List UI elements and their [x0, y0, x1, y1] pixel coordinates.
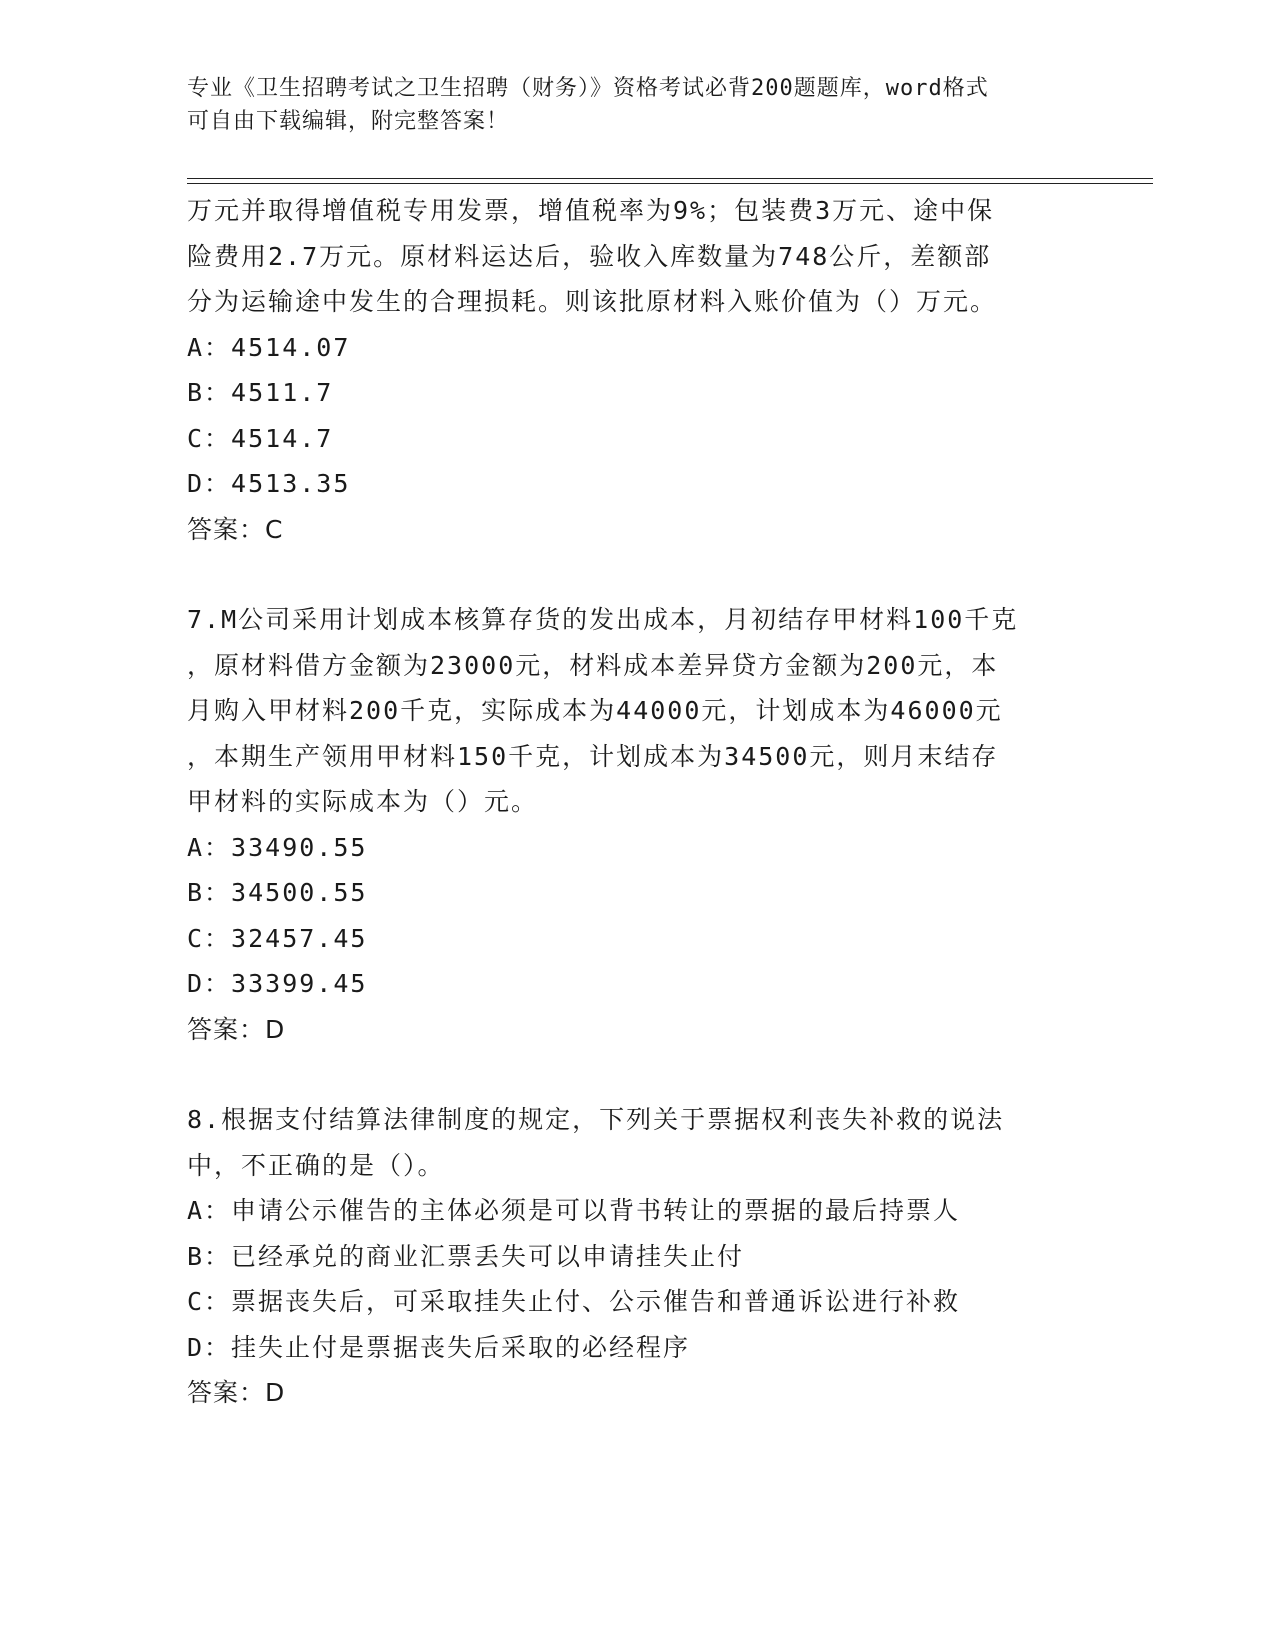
option-a: A：申请公示催告的主体必须是可以背书转让的票据的最后持票人	[187, 1196, 961, 1225]
header-title-line-1: 专业《卫生招聘考试之卫生招聘（财务）》资格考试必背200题题库，word格式	[187, 76, 989, 101]
question-text-line: 8.根据支付结算法律制度的规定，下列关于票据权利丧失补救的说法	[187, 1105, 1005, 1134]
option-b: B：4511.7	[187, 378, 334, 407]
option-b: B：34500.55	[187, 878, 368, 907]
question-text-line: 险费用2.7万元。原材料运达后，验收入库数量为748公斤，差额部	[187, 241, 992, 271]
option-d: D：33399.45	[187, 969, 368, 998]
question-spacer	[187, 552, 1087, 597]
question-text-line: ，本期生产领用甲材料150千克，计划成本为34500元，则月末结存	[187, 741, 999, 771]
question-7	[187, 597, 1087, 1052]
page-header	[187, 72, 1067, 138]
question-text-line: 月购入甲材料200千克，实际成本为44000元，计划成本为46000元	[187, 696, 1003, 725]
question-text-line: 甲材料的实际成本为（）元。	[187, 787, 539, 816]
option-c: C：4514.7	[187, 423, 334, 453]
answer-label: 答案：C	[187, 514, 284, 544]
question-text-line: 7.M公司采用计划成本核算存货的发出成本，月初结存甲材料100千克	[187, 605, 1019, 634]
question-text-line: 中，不正确的是（）。	[187, 1150, 445, 1180]
question-text-line: 万元并取得增值税专用发票，增值税率为9%；包装费3万元、途中保	[187, 196, 995, 225]
header-title-line-2: 可自由下载编辑，附完整答案！	[187, 109, 510, 134]
answer-label: 答案：D	[187, 1378, 286, 1407]
option-c: C：32457.45	[187, 923, 368, 953]
option-a: A：33490.55	[187, 832, 368, 862]
question-6	[187, 188, 1087, 552]
option-a: A：4514.07	[187, 332, 351, 362]
header-divider-thick	[187, 183, 1153, 184]
option-c: C：票据丧失后，可采取挂失止付、公示催告和普通诉讼进行补救	[187, 1287, 961, 1316]
question-8	[187, 1097, 1087, 1416]
header-divider-thin	[187, 178, 1153, 179]
question-text-line: ，原材料借方金额为23000元，材料成本差异贷方金额为200元，本	[187, 650, 999, 680]
question-text-line: 分为运输途中发生的合理损耗。则该批原材料入账价值为（）万元。	[187, 287, 998, 316]
answer-label: 答案：D	[187, 1014, 286, 1044]
option-d: D：挂失止付是票据丧失后采取的必经程序	[187, 1332, 691, 1362]
question-spacer	[187, 1052, 1087, 1097]
option-b: B：已经承兑的商业汇票丢失可以申请挂失止付	[187, 1241, 745, 1271]
option-d: D：4513.35	[187, 469, 351, 498]
question-list	[187, 188, 1087, 1416]
